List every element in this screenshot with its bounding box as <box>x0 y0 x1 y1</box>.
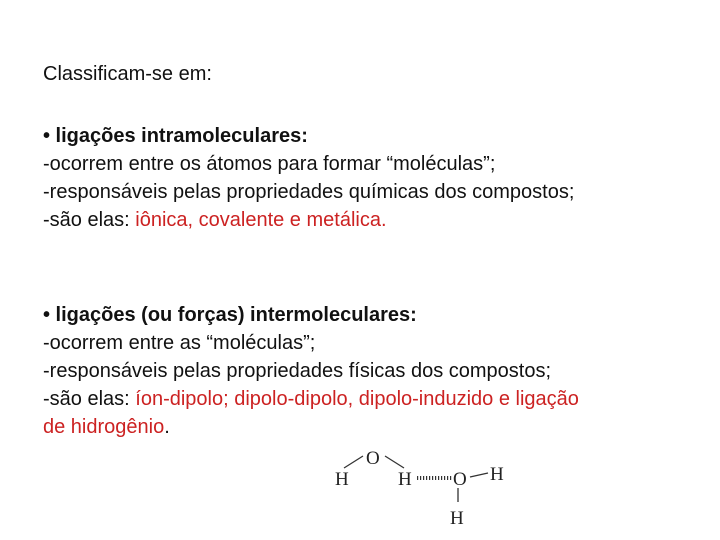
bond-h1-o1 <box>344 456 363 468</box>
intramolecular-bond-types: iônica, covalente e metálica <box>135 209 381 231</box>
intermolecular-line-3-prefix: -são elas: <box>43 388 136 410</box>
intramolecular-line-1: -ocorrem entre os átomos para formar “moléculas”; <box>43 153 496 175</box>
intramolecular-line-3-suffix: . <box>380 209 387 231</box>
atom-hydrogen-2: H <box>398 469 412 490</box>
intermolecular-heading: • ligações (ou forças) intermoleculares: <box>43 304 417 326</box>
intermolecular-line-3 <box>43 385 579 413</box>
intermolecular-line-2: -responsáveis pelas propriedades físicas dos compostos; <box>43 360 552 382</box>
atom-hydrogen-1: H <box>335 469 349 490</box>
bond-o2-h3 <box>470 473 488 477</box>
hydrogen-bond-diagram <box>330 440 520 530</box>
intramolecular-heading: • ligações intramoleculares: <box>43 125 308 147</box>
intermolecular-section <box>43 301 579 441</box>
intro-line: Classificam-se em: <box>43 63 212 85</box>
atom-hydrogen-4: H <box>450 508 464 529</box>
intermolecular-line-1: -ocorrem entre as “moléculas”; <box>43 332 316 354</box>
intermolecular-force-types-continued: de hidrogênio <box>43 416 165 438</box>
atom-oxygen-2: O <box>453 469 467 490</box>
intermolecular-line-4 <box>43 413 579 441</box>
bond-o1-h2 <box>385 456 404 468</box>
atom-hydrogen-3: H <box>490 464 504 485</box>
intro-text <box>43 60 212 88</box>
intermolecular-line-4-suffix: . <box>164 416 170 438</box>
intramolecular-line-3-prefix: -são elas: <box>43 209 136 231</box>
intermolecular-force-types: íon-dipolo; dipolo-dipolo, dipolo-induzido e ligação <box>135 388 579 410</box>
intramolecular-section <box>43 122 574 234</box>
intramolecular-line-2: -responsáveis pelas propriedades químicas dos compostos; <box>43 181 575 203</box>
intramolecular-line-3 <box>43 206 574 234</box>
atom-oxygen-1: O <box>366 448 380 469</box>
